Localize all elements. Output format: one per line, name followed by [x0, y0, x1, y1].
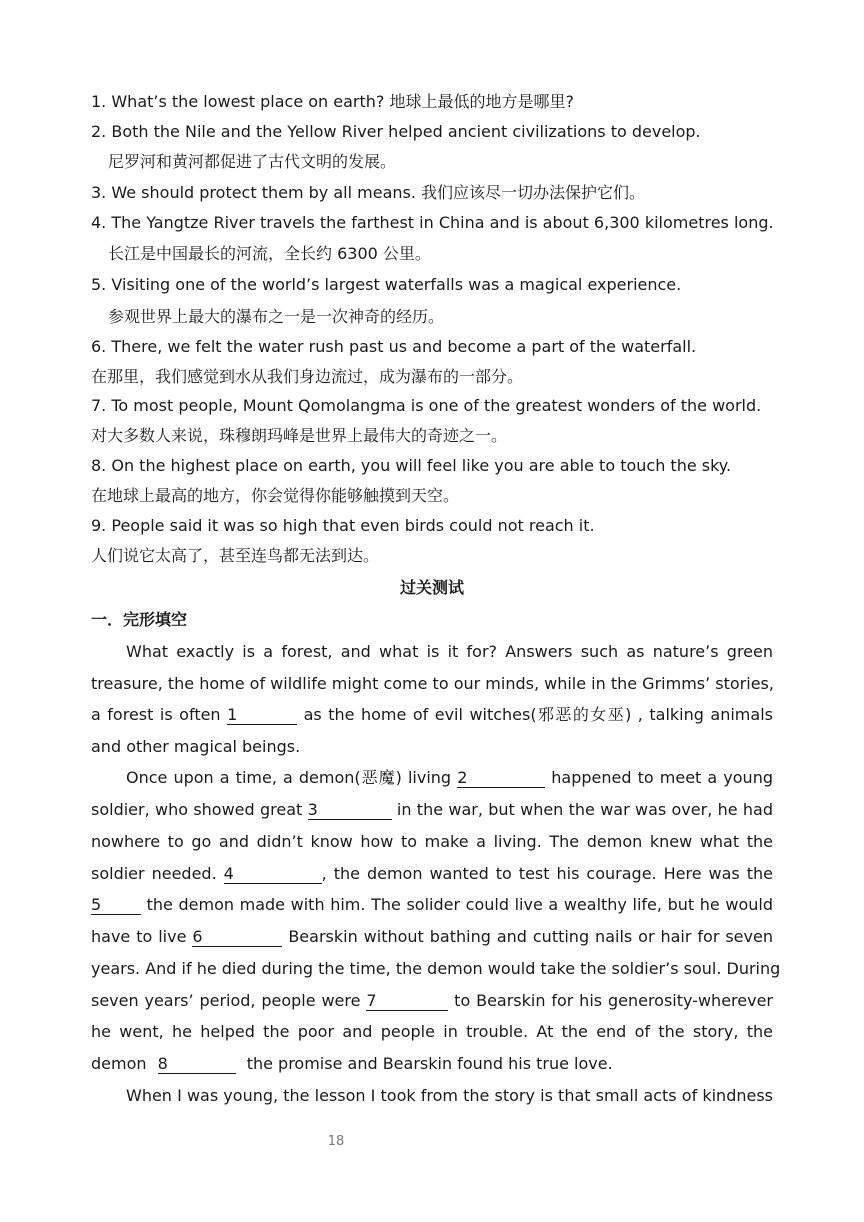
sentence-number: 7. [91, 396, 107, 415]
cloze-p2-line9: he went, he helped the poor and people in trouble. At the end of the story, the [91, 1022, 773, 1041]
text-segment: soldier needed. [91, 864, 217, 883]
cloze-p2-line8 [91, 990, 773, 1012]
sentence-number: 1. [91, 92, 107, 111]
cloze-p1-line4: and other magical beings. [91, 737, 301, 756]
sentence-text: People said it was so high that even birds could not reach it. [111, 516, 595, 535]
cloze-p1-line2: treasure, the home of wildlife might come to our minds, while in the Grimms’ stories, [91, 674, 774, 693]
blank-4[interactable]: 4 [224, 865, 322, 884]
sentence-number: 8. [91, 456, 107, 475]
section-title: 过关测试 [399, 578, 464, 597]
blank-6[interactable]: 6 [192, 928, 282, 947]
text-segment: demon [91, 1054, 147, 1073]
sentence-1 [91, 91, 574, 113]
part-heading: 一．完形填空 [91, 610, 188, 629]
blank-2[interactable]: 2 [457, 769, 545, 788]
sentence-text: Both the Nile and the Yellow River helped ancient civilizations to develop. [111, 122, 701, 141]
sentence-3 [91, 182, 645, 204]
sentence-2 [91, 121, 701, 143]
sentence-text: What’s the lowest place on earth? 地球上最低的地方是哪里? [111, 92, 574, 111]
sentence-text: We should protect them by all means. 我们应该尽一切办法保护它们。 [111, 183, 646, 202]
sentence-8-translation: 在地球上最高的地方，你会觉得你能够触摸到天空。 [91, 486, 460, 505]
sentence-4-translation: 长江是中国最长的河流，全长约 6300 公里。 [108, 244, 431, 263]
sentence-4 [91, 212, 774, 234]
sentence-7-translation: 对大多数人来说，珠穆朗玛峰是世界上最伟大的奇迹之一。 [91, 426, 508, 445]
cloze-p2-line7: years. And if he died during the time, the demon would take the soldier’s soul. During [91, 959, 781, 978]
text-segment: the demon made with him. The solider could live a wealthy life, but he would [146, 895, 773, 914]
sentence-8 [91, 455, 731, 477]
sentence-9 [91, 515, 595, 537]
text-segment: seven years’ period, people were [91, 991, 361, 1010]
text-segment: to Bearskin for his generosity-wherever [454, 991, 773, 1010]
sentence-6 [91, 336, 696, 358]
sentence-number: 4. [91, 213, 107, 232]
sentence-text: To most people, Mount Qomolangma is one of the greatest wonders of the world. [111, 396, 762, 415]
blank-3[interactable]: 3 [308, 801, 392, 820]
sentence-text: Visiting one of the world’s largest waterfalls was a magical experience. [111, 275, 682, 294]
cloze-p2-line1 [126, 767, 773, 789]
sentence-number: 3. [91, 183, 107, 202]
cloze-p2-line6 [91, 926, 773, 948]
text-segment: Bearskin without bathing and cutting nails or hair for seven [288, 927, 773, 946]
text-segment: soldier, who showed great [91, 800, 303, 819]
blank-1[interactable]: 1 [227, 706, 297, 725]
sentence-number: 6. [91, 337, 107, 356]
sentence-5 [91, 274, 681, 296]
cloze-p2-line2 [91, 799, 773, 821]
text-segment: the promise and Bearskin found his true love. [246, 1054, 613, 1073]
cloze-p2-line4 [91, 863, 773, 885]
cloze-p2-line3: nowhere to go and didn’t know how to make a living. The demon knew what the [91, 832, 773, 851]
sentence-number: 9. [91, 516, 107, 535]
cloze-p2-line10 [91, 1053, 773, 1075]
sentence-text: The Yangtze River travels the farthest in China and is about 6,300 kilometres long. [111, 213, 774, 232]
sentence-text: There, we felt the water rush past us and become a part of the waterfall. [111, 337, 697, 356]
sentence-text: On the highest place on earth, you will feel like you are able to touch the sky. [111, 456, 732, 475]
sentence-number: 5. [91, 275, 107, 294]
text-segment: Once upon a time, a demon(恶魔) living [126, 768, 452, 787]
text-segment: in the war, but when the war was over, he had [396, 800, 773, 819]
blank-8[interactable]: 8 [158, 1055, 236, 1074]
text-segment: happened to meet a young [551, 768, 773, 787]
sentence-9-translation: 人们说它太高了，甚至连鸟都无法到达。 [91, 546, 380, 565]
blank-7[interactable]: 7 [366, 992, 448, 1011]
sentence-5-translation: 参观世界上最大的瀑布之一是一次神奇的经历。 [108, 307, 445, 326]
cloze-p2-line5 [91, 894, 773, 916]
text-segment: , the demon wanted to test his courage. Here was the [321, 864, 774, 883]
sentence-7 [91, 395, 761, 417]
text-segment: as the home of evil witches(邪恶的女巫) , talking animals [303, 705, 773, 724]
sentence-number: 2. [91, 122, 107, 141]
cloze-p1-line1: What exactly is a forest, and what is it for? Answers such as nature’s green [126, 642, 773, 661]
cloze-p1-line3 [91, 704, 773, 726]
sentence-2-translation: 尼罗河和黄河都促进了古代文明的发展。 [108, 152, 397, 171]
cloze-p3-line1: When I was young, the lesson I took from the story is that small acts of kindness [126, 1086, 773, 1105]
text-segment: have to live [91, 927, 187, 946]
blank-5[interactable]: 5 [91, 896, 141, 915]
page-number: 18 [327, 1134, 345, 1149]
text-segment: a forest is often [91, 705, 221, 724]
sentence-6-translation: 在那里，我们感觉到水从我们身边流过，成为瀑布的一部分。 [91, 367, 524, 386]
